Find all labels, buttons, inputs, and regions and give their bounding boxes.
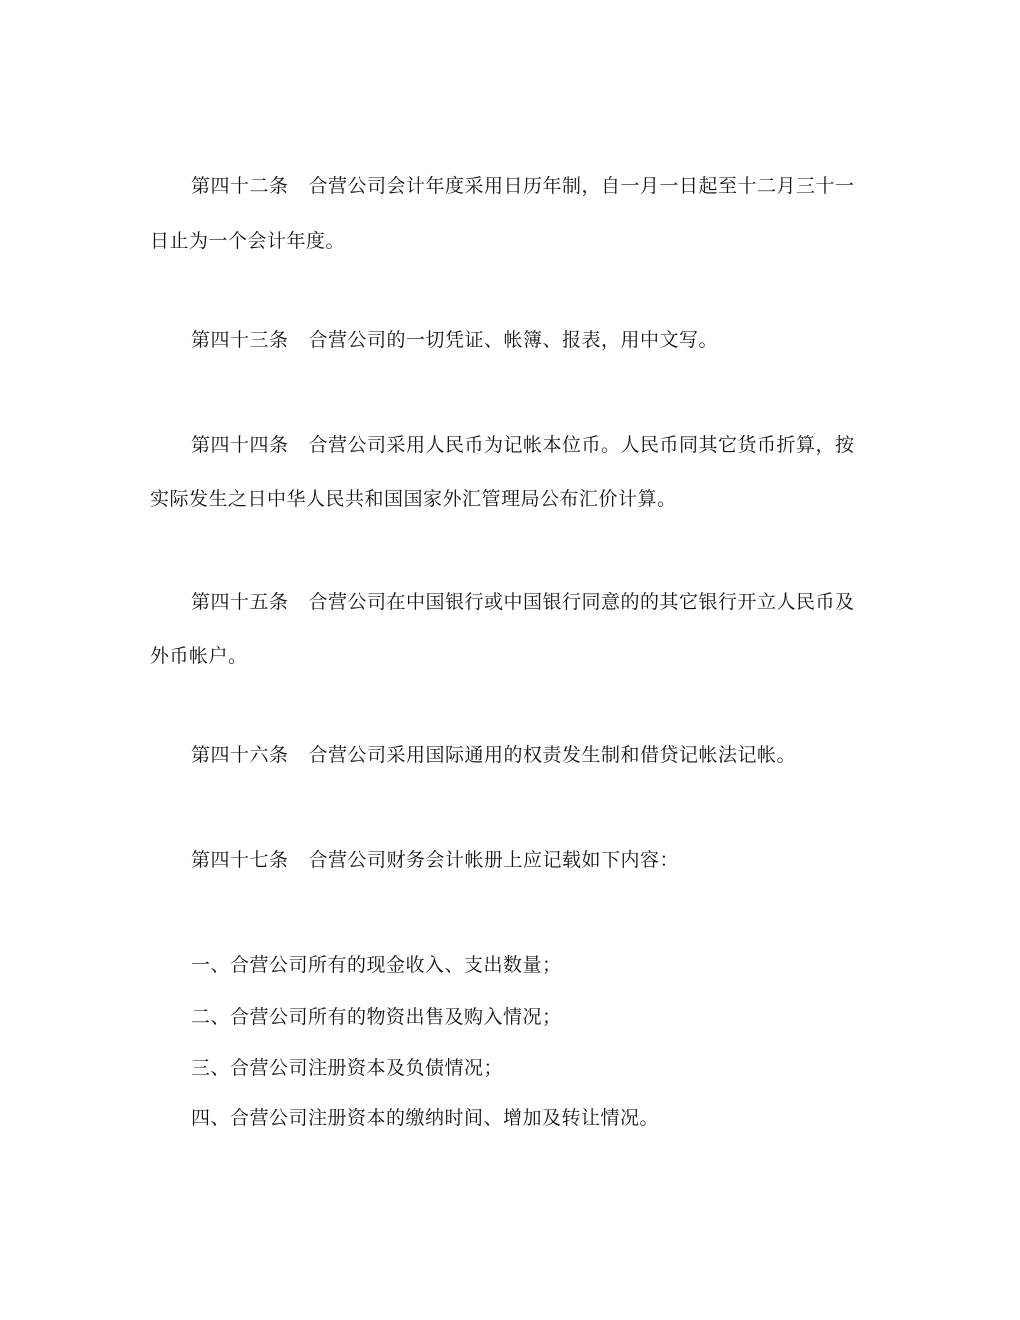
article-46-number: 第四十六条 xyxy=(191,744,289,766)
article-43-text: 合营公司的一切凭证、帐簿、报表，用中文写。 xyxy=(308,329,719,351)
article-42-line-1 xyxy=(191,174,855,198)
article-47-number: 第四十七条 xyxy=(191,849,289,871)
list-item: 二、合营公司所有的物资出售及购入情况； xyxy=(191,1006,562,1028)
article-45-line-1 xyxy=(191,590,855,614)
list-item: 三、合营公司注册资本及负债情况； xyxy=(191,1057,504,1079)
article-46-text: 合营公司采用国际通用的权责发生制和借贷记帐法记帐。 xyxy=(308,744,797,766)
article-45-line-2: 外币帐户。 xyxy=(150,645,248,667)
article-44-text: 合营公司采用人民币为记帐本位币。人民币同其它货币折算，按 xyxy=(308,434,855,456)
article-42-line-2: 日止为一个会计年度。 xyxy=(150,230,346,252)
list-item: 一、合营公司所有的现金收入、支出数量； xyxy=(191,954,562,976)
article-47-text: 合营公司财务会计帐册上应记载如下内容： xyxy=(308,849,680,871)
article-42-text: 合营公司会计年度采用日历年制，自一月一日起至十二月三十一 xyxy=(308,175,855,197)
article-47-line-1 xyxy=(191,848,679,872)
article-44-line-2: 实际发生之日中华人民共和国国家外汇管理局公布汇价计算。 xyxy=(150,488,677,510)
article-43-line-1 xyxy=(191,328,718,352)
article-44-number: 第四十四条 xyxy=(191,434,289,456)
article-46-line-1 xyxy=(191,743,796,767)
article-45-number: 第四十五条 xyxy=(191,591,289,613)
article-45-text: 合营公司在中国银行或中国银行同意的的其它银行开立人民币及 xyxy=(308,591,855,613)
article-43-number: 第四十三条 xyxy=(191,329,289,351)
article-44-line-1 xyxy=(191,433,855,457)
list-item: 四、合营公司注册资本的缴纳时间、增加及转让情况。 xyxy=(191,1107,660,1129)
article-42-number: 第四十二条 xyxy=(191,175,289,197)
